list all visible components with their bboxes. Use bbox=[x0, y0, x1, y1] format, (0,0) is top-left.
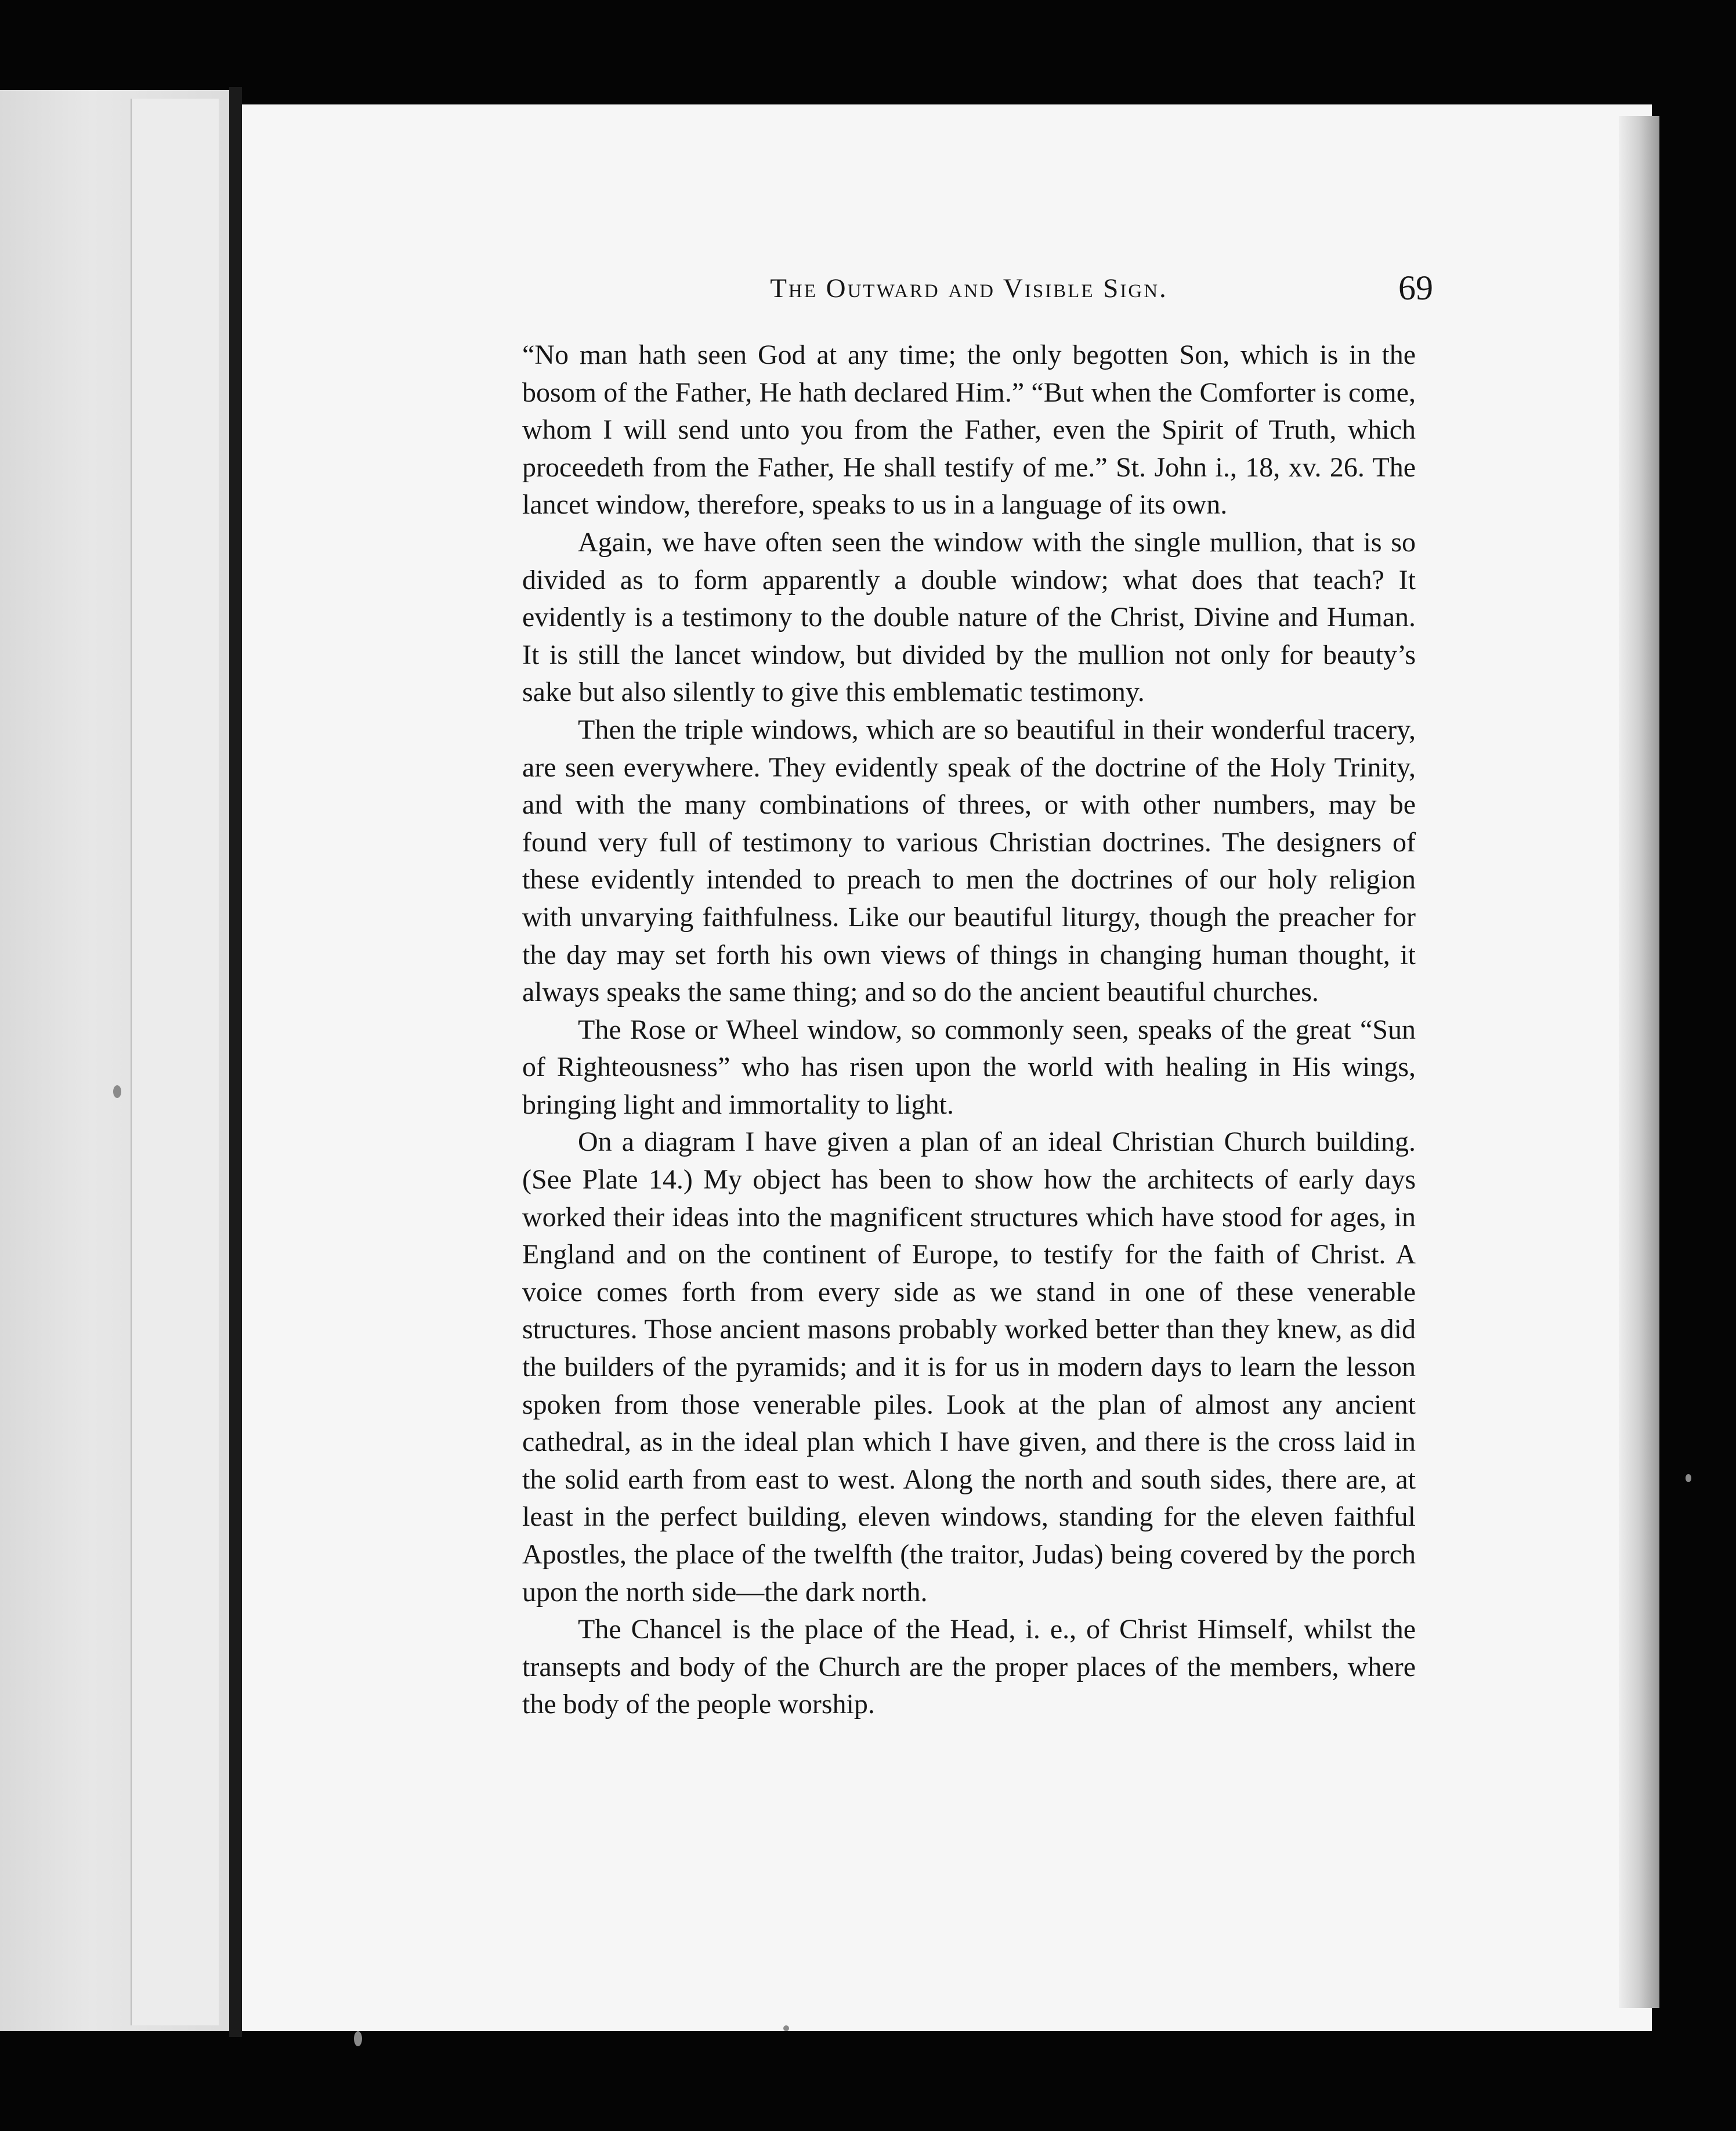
paragraph: On a diagram I have given a plan of an ideal Christian Church building. (See Plate 14.) My object has been to show how the architects of early days worked their ideas into the magnificent structures which have stood for ages, in England and on the continent of Europe, to testify for the faith of Christ. A voice comes forth from every side as we stand in one of these venerable structures. Those ancient masons probably worked better than they knew, as did the builders of the pyramids; and it is for us in modern days to learn the lesson spoken from those venerable piles. Look at the plan of almost any ancient cathedral, as in the ideal plan which I have given, and there is the cross laid in the solid earth from east to west. Along the north and south sides, there are, at least in the perfect building, eleven windows, standing for the eleven faithful Apostles, the place of the twelfth (the traitor, Judas) being covered by the porch upon the north side—the dark north. bbox=[522, 1126, 1416, 1608]
facing-page-edge bbox=[131, 99, 219, 2025]
page-text bbox=[522, 269, 1433, 1724]
running-title: The Outward and Visible Sign. bbox=[770, 273, 1168, 304]
paragraph: Again, we have often seen the window with the single mullion, that is so divided as to form apparently a double window; what does that teach? It evidently is a testimony to the double nature of the Christ, Divine and Human. It is still the lancet window, but divided by the mullion not only for beauty’s sake but also silently to give this emblematic testimony. bbox=[522, 526, 1416, 708]
page-number: 69 bbox=[1398, 269, 1433, 307]
scan-speck bbox=[783, 2025, 789, 2031]
book-gutter bbox=[229, 87, 242, 2037]
running-head bbox=[522, 269, 1433, 325]
paragraph: The Rose or Wheel window, so commonly seen, speaks of the great “Sun of Righteousness” who has risen upon the world with healing in His wings, bringing light and immortality to light. bbox=[522, 1014, 1416, 1120]
scan-speck bbox=[1686, 1474, 1691, 1482]
page-fore-edge bbox=[1619, 116, 1659, 2008]
scan-speck bbox=[113, 1085, 121, 1098]
paragraph: The Chancel is the place of the Head, i. e., of Christ Himself, whilst the transepts and body of the Church are the proper places of the members, where the body of the people worship. bbox=[522, 1614, 1416, 1720]
paragraph: “No man hath seen God at any time; the only begotten Son, which is in the bosom of the Father, He hath declared Him.” “But when the Comforter is come, whom I will send unto you from the Father, even the Spirit of Truth, which proceedeth from the Father, He shall testify of me.” St. John i., 18, xv. 26. The lancet window, therefore, speaks to us in a language of its own. bbox=[522, 339, 1416, 521]
scan-speck bbox=[354, 2031, 362, 2046]
paragraph: Then the triple windows, which are so beautiful in their wonderful tracery, are seen everywhere. They evidently speak of the doctrine of the Holy Trinity, and with the many combinations of threes, or with other numbers, may be found very full of testimony to various Christian doctrines. The designers of these evidently intended to preach to men the doctrines of our holy religion with unvarying faithfulness. Like our beautiful liturgy, though the preacher for the day may set forth his own views of things in changing human thought, it always speaks the same thing; and so do the ancient beautiful churches. bbox=[522, 714, 1416, 1008]
